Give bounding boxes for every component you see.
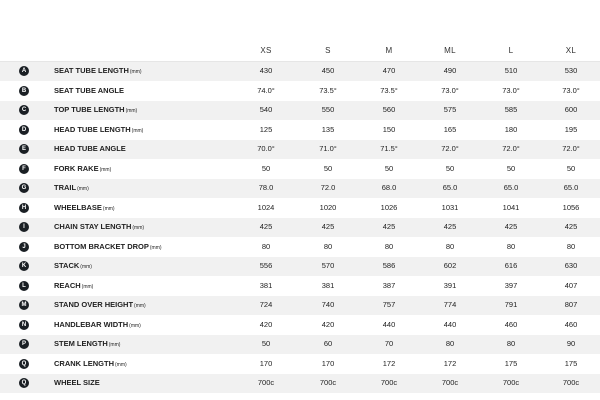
table-cell: 50	[323, 163, 333, 173]
row-label-text: SEAT TUBE ANGLE	[54, 85, 125, 95]
table-cell: 774	[443, 300, 457, 309]
row-label	[54, 316, 141, 335]
table-cell: 50	[261, 339, 271, 348]
row-unit: (mm)	[129, 69, 142, 75]
table-row	[0, 121, 600, 141]
row-label	[54, 296, 146, 315]
table-row	[0, 374, 600, 394]
table-cell: 602	[443, 261, 457, 270]
table-cell: 135	[321, 124, 335, 134]
row-unit: (mm)	[125, 108, 138, 114]
row-label	[54, 179, 89, 198]
table-cell: 180	[504, 124, 518, 134]
table-cell: 68.0	[381, 183, 397, 192]
table-cell: 381	[259, 280, 273, 290]
row-label-text: TOP TUBE LENGTH	[54, 105, 125, 114]
table-cell: 1024	[257, 202, 275, 212]
table-cell: 700c	[257, 378, 275, 387]
size-header-s: S	[325, 46, 331, 55]
row-letter-badge: I	[19, 222, 29, 232]
table-cell: 72.0	[320, 183, 336, 192]
row-label	[54, 374, 101, 393]
table-row	[0, 179, 600, 199]
table-row	[0, 355, 600, 375]
table-cell: 80	[506, 339, 516, 348]
table-cell: 600	[564, 105, 578, 114]
table-cell: 71.5°	[380, 144, 398, 153]
table-cell: 425	[382, 222, 396, 231]
table-cell: 170	[321, 358, 335, 368]
row-label-text: HANDLEBAR WIDTH	[54, 319, 129, 329]
table-cell: 700c	[319, 378, 337, 387]
table-cell: 60	[323, 339, 333, 348]
row-label	[54, 277, 93, 296]
table-cell: 470	[382, 66, 396, 75]
table-cell: 72.0°	[502, 144, 520, 153]
table-cell: 1041	[502, 202, 520, 212]
row-letter-badge: H	[19, 203, 29, 213]
row-letter-badge: M	[19, 300, 29, 310]
table-cell: 71.0°	[319, 144, 337, 153]
row-label-text: CRANK LENGTH	[54, 358, 114, 368]
table-cell: 80	[445, 241, 455, 251]
table-cell: 73.0°	[502, 85, 520, 95]
table-cell: 1056	[562, 202, 580, 212]
table-cell: 50	[384, 163, 394, 173]
row-letter-badge: N	[19, 320, 29, 330]
table-cell: 757	[382, 300, 396, 309]
table-cell: 430	[259, 66, 273, 75]
row-letter-badge: J	[19, 242, 29, 252]
row-label	[54, 238, 162, 257]
row-unit: (mm)	[132, 225, 145, 231]
table-cell: 73.0°	[441, 85, 459, 95]
row-label-text: STAND OVER HEIGHT	[54, 300, 134, 309]
table-cell: 585	[504, 105, 518, 114]
table-cell: 391	[443, 280, 457, 290]
table-cell: 700c	[380, 378, 398, 387]
table-cell: 530	[564, 66, 578, 75]
size-header-m: M	[385, 46, 393, 55]
table-row	[0, 238, 600, 258]
size-header-xl: XL	[565, 46, 577, 55]
table-row	[0, 316, 600, 336]
table-cell: 425	[321, 222, 335, 231]
table-cell: 172	[443, 358, 457, 368]
table-cell: 1026	[380, 202, 398, 212]
row-label-text: SEAT TUBE LENGTH	[54, 66, 129, 75]
row-unit: (mm)	[81, 283, 94, 290]
row-unit: (mm)	[80, 264, 92, 270]
size-header-l: L	[508, 46, 514, 55]
row-label-text: HEAD TUBE ANGLE	[54, 144, 126, 153]
row-label	[54, 62, 142, 81]
table-cell: 65.0	[503, 183, 519, 192]
row-letter-badge: K	[19, 261, 29, 271]
row-letter-badge: C	[19, 105, 29, 115]
table-cell: 80	[261, 241, 271, 251]
table-cell: 560	[382, 105, 396, 114]
table-cell: 65.0	[442, 183, 458, 192]
table-row	[0, 61, 600, 82]
table-cell: 425	[443, 222, 457, 231]
row-letter-badge: E	[19, 144, 29, 154]
table-cell: 80	[445, 339, 455, 348]
row-label-text: FORK RAKE	[54, 163, 99, 173]
table-cell: 72.0°	[441, 144, 459, 153]
table-cell: 791	[504, 300, 518, 309]
table-cell: 78.0	[258, 183, 274, 192]
table-cell: 550	[321, 105, 335, 114]
table-row	[0, 101, 600, 121]
table-cell: 65.0	[563, 183, 579, 192]
row-label	[54, 121, 143, 140]
table-cell: 490	[443, 66, 457, 75]
row-letter-badge: B	[19, 86, 29, 96]
row-label	[54, 101, 137, 120]
row-label-text: CHAIN STAY LENGTH	[54, 222, 132, 231]
row-letter-badge: D	[19, 125, 29, 135]
row-unit: (mm)	[134, 303, 146, 309]
table-cell: 90	[566, 339, 576, 348]
table-row	[0, 82, 600, 102]
table-row	[0, 218, 600, 238]
table-cell: 80	[566, 241, 576, 251]
table-cell: 70	[384, 339, 394, 348]
table-cell: 420	[259, 319, 273, 329]
row-unit: (mm)	[131, 127, 144, 134]
table-cell: 50	[506, 163, 516, 173]
table-cell: 150	[382, 124, 396, 134]
table-cell: 440	[443, 319, 457, 329]
table-row	[0, 257, 600, 277]
table-cell: 700c	[441, 378, 459, 387]
row-label-text: BOTTOM BRACKET DROP	[54, 241, 149, 251]
table-cell: 50	[445, 163, 455, 173]
table-cell: 556	[259, 261, 273, 270]
row-unit: (mm)	[99, 166, 112, 173]
table-cell: 50	[261, 163, 271, 173]
row-label	[54, 140, 127, 159]
row-unit: (mm)	[77, 186, 89, 192]
row-label	[54, 335, 120, 354]
table-cell: 570	[321, 261, 335, 270]
table-cell: 450	[321, 66, 335, 75]
table-cell: 700c	[562, 378, 580, 387]
table-cell: 724	[259, 300, 273, 309]
table-row	[0, 140, 600, 160]
table-cell: 425	[504, 222, 518, 231]
row-label	[54, 82, 125, 101]
table-cell: 397	[504, 280, 518, 290]
table-cell: 74.0°	[257, 85, 275, 95]
table-cell: 425	[564, 222, 578, 231]
table-cell: 381	[321, 280, 335, 290]
table-cell: 586	[382, 261, 396, 270]
table-cell: 125	[259, 124, 273, 134]
row-unit: (mm)	[129, 322, 141, 329]
row-unit: (mm)	[149, 244, 162, 251]
row-letter-badge: L	[19, 281, 29, 291]
table-cell: 50	[566, 163, 576, 173]
table-cell: 172	[382, 358, 396, 368]
row-label-text: STEM LENGTH	[54, 339, 108, 348]
table-cell: 175	[564, 358, 578, 368]
table-cell: 1020	[319, 202, 337, 212]
row-label-text: HEAD TUBE LENGTH	[54, 124, 131, 134]
size-header-ml: ML	[444, 46, 456, 55]
size-header-row	[0, 42, 600, 60]
table-cell: 540	[259, 105, 273, 114]
table-cell: 460	[564, 319, 578, 329]
table-cell: 420	[321, 319, 335, 329]
table-cell: 80	[384, 241, 394, 251]
table-row	[0, 199, 600, 219]
table-row	[0, 160, 600, 180]
table-cell: 170	[259, 358, 273, 368]
table-cell: 387	[382, 280, 396, 290]
row-letter-badge: F	[19, 164, 29, 174]
table-cell: 73.5°	[380, 85, 398, 95]
table-cell: 195	[564, 124, 578, 134]
table-cell: 460	[504, 319, 518, 329]
row-label	[54, 218, 144, 237]
row-label	[54, 257, 92, 276]
table-cell: 425	[259, 222, 273, 231]
row-label-text: REACH	[54, 280, 81, 290]
row-label	[54, 355, 127, 374]
table-cell: 1031	[441, 202, 459, 212]
table-cell: 700c	[502, 378, 520, 387]
table-cell: 73.0°	[562, 85, 580, 95]
row-letter-badge: P	[19, 339, 29, 349]
row-label	[54, 199, 115, 218]
table-cell: 740	[321, 300, 335, 309]
table-cell: 73.5°	[319, 85, 337, 95]
geometry-table	[0, 61, 600, 394]
row-label-text: WHEEL SIZE	[54, 378, 100, 387]
table-cell: 807	[564, 300, 578, 309]
table-row	[0, 277, 600, 297]
row-label-text: TRAIL	[54, 183, 77, 192]
table-row	[0, 335, 600, 355]
table-cell: 72.0°	[562, 144, 580, 153]
row-label-text: STACK	[54, 261, 80, 270]
table-cell: 80	[323, 241, 333, 251]
row-unit: (mm)	[102, 205, 115, 212]
table-cell: 575	[443, 105, 457, 114]
size-header-xs: XS	[260, 46, 272, 55]
table-cell: 616	[504, 261, 518, 270]
table-cell: 440	[382, 319, 396, 329]
table-cell: 407	[564, 280, 578, 290]
table-cell: 630	[564, 261, 578, 270]
table-row	[0, 296, 600, 316]
table-cell: 80	[506, 241, 516, 251]
row-unit: (mm)	[108, 342, 121, 348]
row-label-text: WHEELBASE	[54, 202, 102, 212]
table-cell: 175	[504, 358, 518, 368]
row-unit: (mm)	[115, 361, 127, 368]
row-letter-badge: Q	[19, 359, 29, 369]
table-cell: 165	[443, 124, 457, 134]
row-letter-badge: A	[19, 66, 29, 76]
row-letter-badge: G	[19, 183, 29, 193]
table-cell: 510	[504, 66, 518, 75]
table-cell: 70.0°	[257, 144, 275, 153]
row-label	[54, 160, 111, 179]
row-letter-badge: Q	[19, 378, 29, 388]
